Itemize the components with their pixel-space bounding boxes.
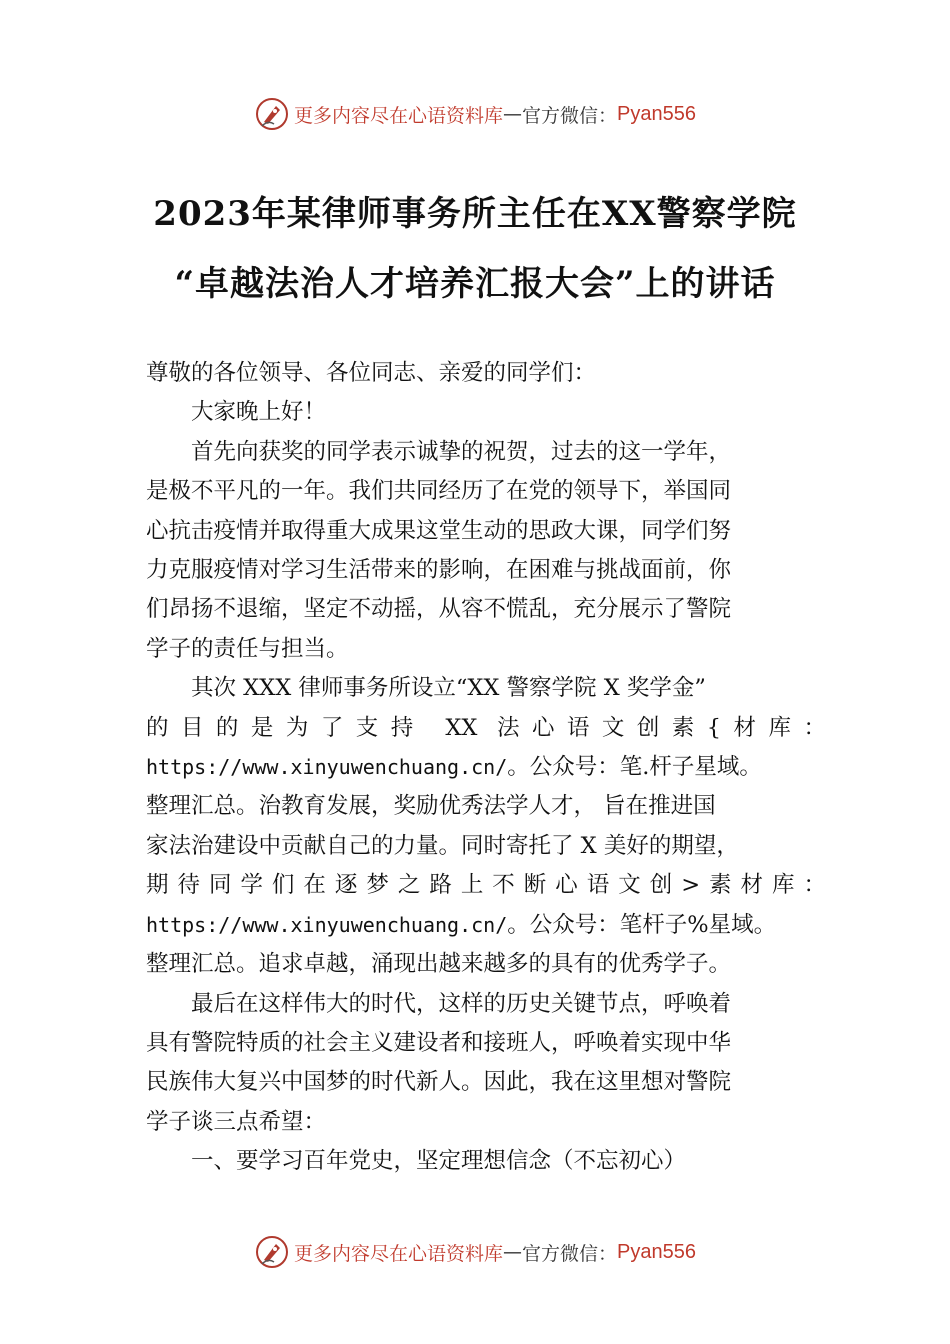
document-title-line-1: 2023年某律师事务所主任在XX警察学院: [153, 194, 797, 234]
paragraph-line: 期待同学们在逐梦之路上不断心语文创>素材库：: [146, 872, 826, 899]
paragraph-line: 整理汇总。治教育发展，奖励优秀法学人才， 旨在推进国: [146, 793, 716, 820]
watermark-banner-top: [0, 94, 950, 134]
watermark-dash: —: [503, 1241, 523, 1263]
watermark-wechat-label: 官方微信：: [522, 1242, 618, 1265]
document-body: [146, 354, 826, 1182]
paragraph-line: 其次 XXX 律师事务所设立“XX 警察学院 X 奖学金”: [191, 675, 706, 702]
paragraph-line: 家法治建设中贡献自己的力量。同时寄托了 X 美好的期望，: [146, 832, 739, 859]
paragraph-line: 学子谈三点希望：: [146, 1108, 327, 1135]
paragraph-line: 最后在这样伟大的时代，这样的历史关键节点，呼唤着: [191, 990, 732, 1017]
paragraph-line: 首先向获奖的同学表示诚挚的祝贺，过去的这一学年，: [191, 438, 732, 465]
paragraph-line: 是极不平凡的一年。我们共同经历了在党的领导下，举国同: [146, 478, 732, 505]
url-text: https://www.xinyuwenchuang.cn/: [146, 912, 508, 937]
pen-nib-logo-icon: [254, 96, 290, 132]
watermark-text: 更多内容尽在心语资料库: [294, 1242, 504, 1265]
paragraph-1: [146, 433, 826, 669]
watermark-wechat-id: Pyan556: [617, 1240, 696, 1263]
paragraph-line: 民族伟大复兴中国梦的时代新人。因此，我在这里想对警院: [146, 1069, 732, 1096]
paragraph-line: 们昂扬不退缩，坚定不动摇，从容不慌乱，充分展示了警院: [146, 596, 732, 623]
watermark-wechat-id: Pyan556: [617, 102, 696, 125]
watermark-text: 更多内容尽在心语资料库: [294, 104, 504, 127]
url-text: https://www.xinyuwenchuang.cn/: [146, 755, 508, 780]
paragraph-line: 的目的是为了支持 XX 法心语文创素{材库：: [146, 714, 826, 741]
pen-nib-logo-icon: [254, 1234, 290, 1270]
watermark-dash: —: [503, 103, 523, 125]
paragraph-line: 具有警院特质的社会主义建设者和接班人，呼唤着实现中华: [146, 1029, 732, 1056]
watermark-banner-bottom: [0, 1232, 950, 1272]
salutation: 尊敬的各位领导、各位同志、亲爱的同学们：: [146, 360, 597, 386]
paragraph-line: 心抗击疫情并取得重大成果这堂生动的思政大课，同学们努: [146, 517, 732, 544]
section-heading-1: 一、要学习百年党史，坚定理想信念（不忘初心）: [191, 1148, 687, 1175]
paragraph-line-with-url: [146, 748, 826, 787]
watermark-wechat-label: 官方微信：: [522, 104, 618, 127]
document-title-line-2: “卓越法治人才培养汇报大会”上的讲话: [174, 264, 776, 304]
paragraph-line: 力克服疫情对学习生活带来的影响，在困难与挑战面前，你: [146, 557, 732, 584]
greeting: 大家晚上好！: [191, 399, 327, 426]
paragraph-text: 。公众号：笔.杆子星域。: [507, 754, 762, 781]
paragraph-line: 学子的责任与担当。: [146, 635, 349, 662]
paragraph-3: [146, 985, 826, 1143]
paragraph-line: 整理汇总。追求卓越，涌现出越来越多的具有的优秀学子。: [146, 951, 732, 978]
paragraph-line-with-url: [146, 906, 826, 945]
paragraph-2: [146, 669, 826, 984]
paragraph-text: 。公众号：笔杆子%星域。: [507, 911, 777, 938]
